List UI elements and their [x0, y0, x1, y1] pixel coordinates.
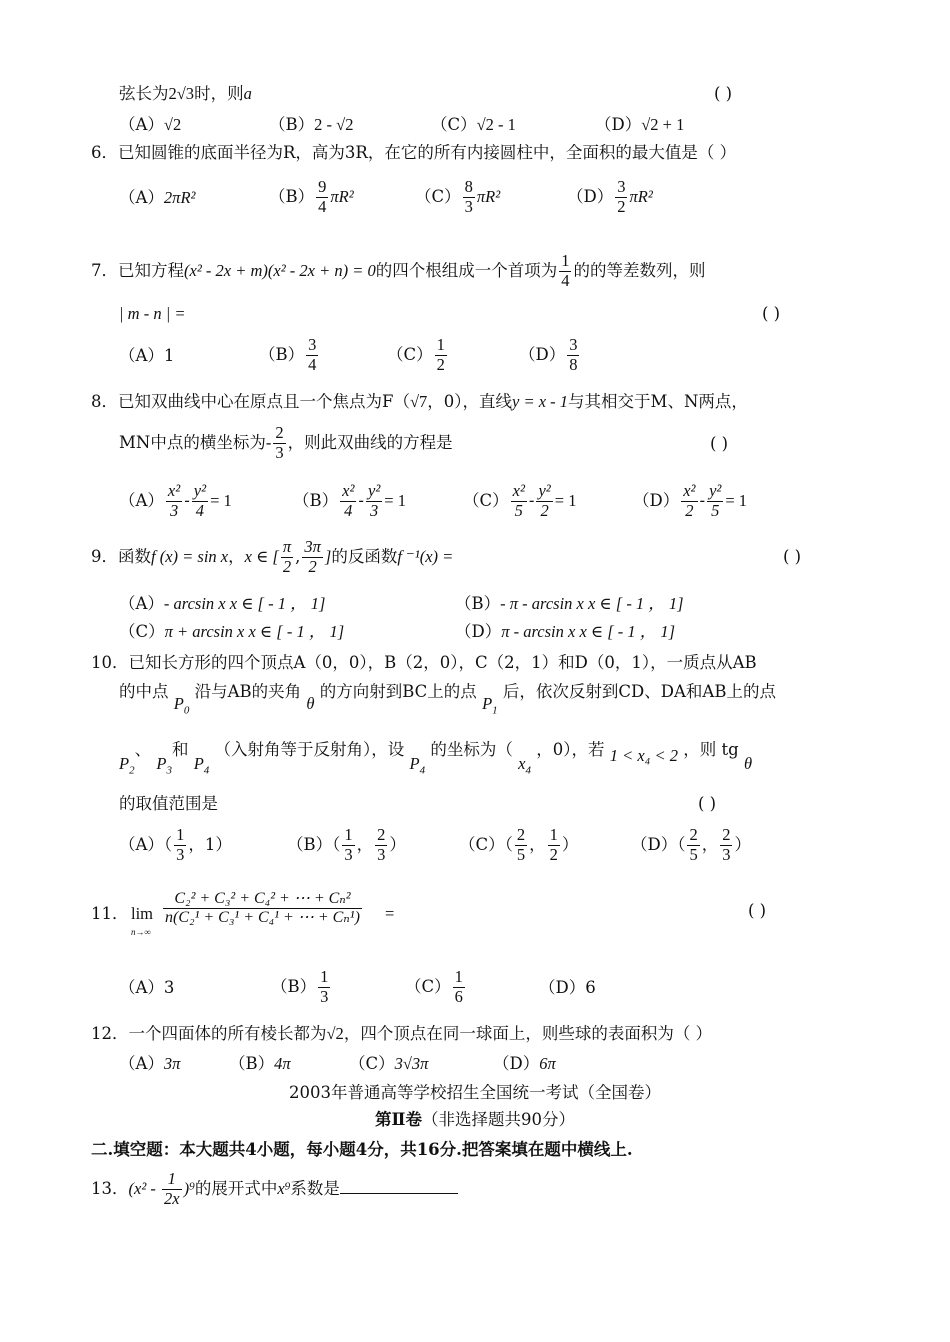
- section-two-heading: 二.填空题：本大题共4小题，每小题4分，共16分.把答案填在题中横线上.: [91, 1140, 633, 1159]
- q11-options: （A）3 （B） $\frac{1}{3}$ （C） $\frac{1}{6}$ （D）6: [119, 967, 596, 1006]
- q8-stem-2: MN中点的横坐标为- $\frac{2}{3}$ ，则此双曲线的方程是: [119, 423, 453, 462]
- q5-answer-paren: ( ): [714, 84, 733, 103]
- q9-option-a: （A）- arcsin x x ∈ [ - 1 ， 1]: [119, 594, 326, 613]
- q10-line-3: $P_2$、 $P_3$和 $P_4$ （入射角等于反射角），设 $P_4$ 的坐标为（ $x_4$ ，0），若 1 < x₄ < 2 ，则 tg θ: [119, 740, 753, 777]
- q10-line-4: 的取值范围是: [119, 794, 218, 813]
- q10-answer-paren: ( ): [698, 794, 717, 813]
- q7-answer-paren: ( ): [762, 304, 781, 323]
- q12-stem: 12．一个四面体的所有棱长都为√2，四个顶点在同一球面上，则些球的表面积为（ ）: [91, 1024, 713, 1043]
- q6-options: （A）2πR² （B） $\frac{9}{4}$ πR² （C） $\frac{8}{3}$ πR² （D） $\frac{3}{2}$ πR²: [119, 177, 653, 216]
- q13-stem: 13．(x² - $\frac{1}{2x}$ )⁹的展开式中x⁹系数是: [91, 1170, 458, 1209]
- q10-options: （A）（ $\frac{1}{3}$ ，1） （B）（ $\frac{1}{3}$ ， $\frac{2}{3}$ ） （C）（ $\frac{2}{5}$ ， $\frac{1}{2}$ ） （D）（ $\frac{2}{5}$ ， $\frac{2}{3}$ ）: [119, 825, 751, 864]
- q6-stem: 6．已知圆锥的底面半径为R，高为3R，在它的所有内接圆柱中，全面积的最大值是（ ）: [91, 143, 737, 162]
- q13-answer-blank[interactable]: [340, 1177, 458, 1194]
- q8-stem-1: 8．已知双曲线中心在原点且一个焦点为F（√7，0），直线y = x - 1与其相交于M、N两点，: [91, 392, 748, 411]
- q9-option-b: （B）- π - arcsin x x ∈ [ - 1 ， 1]: [455, 594, 684, 613]
- q5-chord-value: 2√3: [168, 84, 195, 103]
- q8-options: （A） $\frac{\text{x²}}{3}$ - $\frac{\text{y²}}{4}$ = 1 （B） $\frac{\text{x²}}{4}$ - $\frac{\text{y²}}{3}$ = 1 （C） $\frac{\text{x²}}{5}$ - $\frac{\text{y²}}{2}$ = 1 （D） $\frac{\text{x²}}{2}$ - $\frac{\text{y²}}{5}$ = 1: [119, 481, 748, 520]
- q9-option-c: （C）π + arcsin x x ∈ [ - 1 ， 1]: [119, 622, 345, 641]
- q10-line-2: 的中点 $P_0$ 沿与AB的夹角 θ 的方向射到BC上的点 $P_1$ 后，依次反射到CD、DA和AB上的点: [119, 682, 776, 717]
- q9-stem: 9．函数f (x) = sin x，x ∈ [ $\frac{\pi}{2}$ , $\frac{3\pi}{2}$ ]的反函数f ⁻¹(x) =: [91, 537, 454, 576]
- part-two-heading: 第Ⅱ卷（非选择题共90分）: [375, 1110, 575, 1129]
- q7-stem: 7．已知方程(x² - 2x + m)(x² - 2x + n) = 0的四个根组成一个首项为 $\frac{1}{4}$ 的的等差数列，则: [91, 251, 706, 290]
- q11-answer-paren: ( ): [748, 901, 767, 920]
- q7-abs: | m - n | =: [119, 304, 186, 323]
- q7-equation: (x² - 2x + m)(x² - 2x + n) = 0: [184, 260, 376, 280]
- q9-answer-paren: ( ): [783, 547, 802, 566]
- q7-options: （A）1 （B） $\frac{3}{4}$ （C） $\frac{1}{2}$ （D） $\frac{3}{8}$: [119, 335, 578, 374]
- q12-options: （A）3π （B）4π （C）3√3π （D）6π: [119, 1054, 556, 1073]
- q10-line-1: 10．已知长方形的四个顶点A（0，0），B（2，0），C（2，1）和D（0，1），一质点从AB: [91, 653, 757, 672]
- q11-stem: 11． lim n→∞ $\frac{\text{C₂² + C₃² + C₄² + ⋯ + Cₙ²}}{\text{n(C₂¹ + C₃¹ + C₄¹ + ⋯ + Cₙ¹)}}$ =: [91, 890, 395, 937]
- q8-answer-paren: ( ): [710, 434, 729, 453]
- q9-option-d: （D）π - arcsin x x ∈ [ - 1 ， 1]: [455, 622, 676, 641]
- exam-title: 2003年普通高等学校招生全国统一考试（全国卷）: [289, 1083, 661, 1102]
- q5-stem: 弦长为2√3时，则a: [119, 84, 252, 103]
